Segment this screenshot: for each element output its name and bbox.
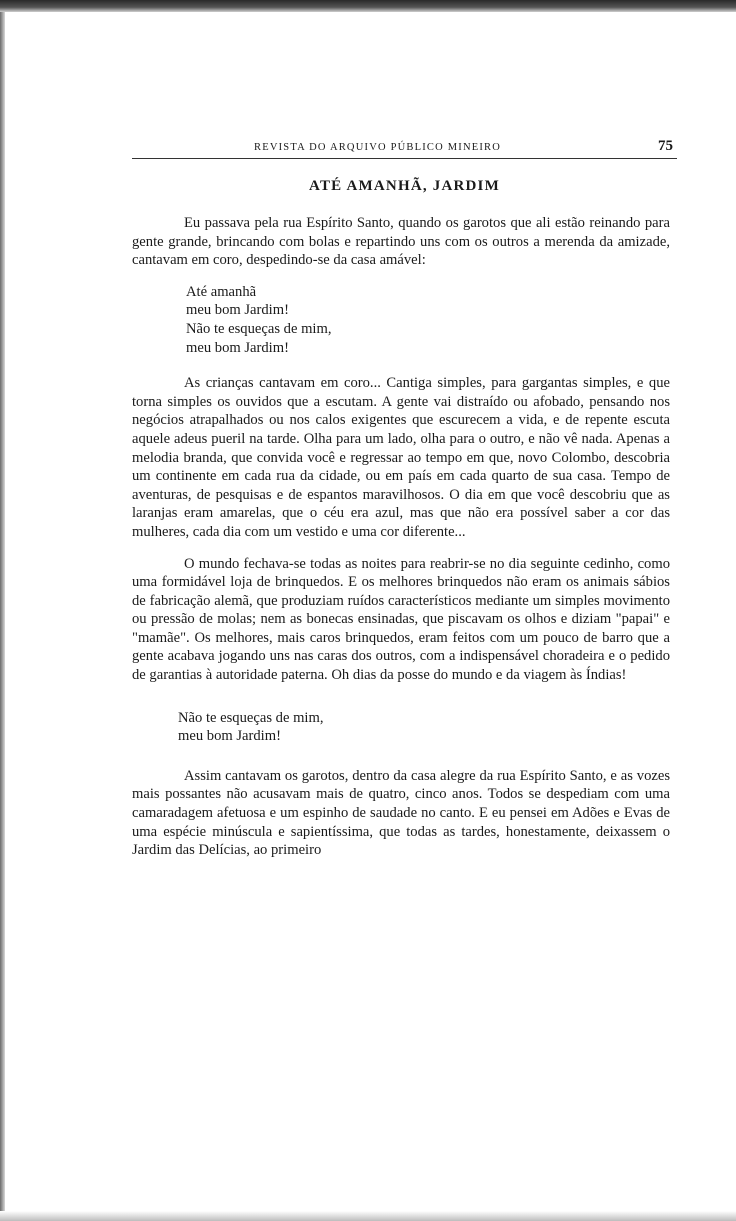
verse-line: Não te esqueças de mim, bbox=[178, 709, 324, 726]
paragraph: O mundo fechava-se todas as noites para reabrir-se no dia seguinte cedinho, como uma formidável loja de brinquedos. E os melhores brinquedos não eram os animais sábios de fabricação alemã, que produziam ruídos característicos mediante um simples movimento ou pressão de molas; nem as bonecas ensinadas, que piscavam os olhos e diziam "papai" e "mamãe". Os melhores, mais caros brinquedos, eram feitos com um pouco de barro que a gente acabava jogando uns nas caras dos outros, com a indispensável choradeira e o pedido de garantias à autoridade paterna. Oh dias da posse do mundo e da viagem às Índias! bbox=[132, 555, 670, 684]
verse-line: Até amanhã bbox=[186, 283, 257, 300]
scan-border-bottom bbox=[0, 1211, 736, 1221]
article-body bbox=[132, 214, 670, 873]
header-rule bbox=[132, 158, 677, 159]
page-number: 75 bbox=[658, 138, 673, 154]
verse-line: meu bom Jardim! bbox=[178, 728, 281, 745]
verse-line: meu bom Jardim! bbox=[186, 302, 289, 319]
verse-line: meu bom Jardim! bbox=[186, 339, 289, 356]
paragraph: Assim cantavam os garotos, dentro da casa alegre da rua Espírito Santo, e as vozes mais possantes não acusavam mais de quatro, cinco anos. Todos se despediam com uma camaradagem afetuosa e um espinho de saudade no canto. E eu pensei em Adões e Evas de uma espécie minúscula e sapientíssima, que todas as tardes, honestamente, deixassem o Jardim das Delícias, ao primeiro bbox=[132, 767, 670, 859]
verse-line: Não te esqueças de mim, bbox=[186, 320, 332, 337]
running-head: REVISTA DO ARQUIVO PÚBLICO MINEIRO bbox=[254, 142, 502, 153]
paragraph: As crianças cantavam em coro... Cantiga simples, para gargantas simples, e que torna simples os ouvidos que a escutam. A gente vai distraído ou afobado, pensando nos negócios atrapalhados ou nos calos exigentes que escurecem a vida, e de repente escuta aquele adeus pueril na tarde. Olha para um lado, olha para o outro, e não vê nada. Apenas a melodia branda, que convida você e regressar ao tempo em que, novo Colombo, descobria um continente em cada rua da cidade, ou em país em cada quarto de sua casa. Tempo de aventuras, de pesquisas e de espantos maravilhosos. O dia em que você descobriu que as laranjas eram amarelas, que o céu era azul, mas que não era possível saber a cor das mulheres, cada dia com um vestido e uma cor diferente... bbox=[132, 375, 670, 540]
page-header bbox=[132, 140, 677, 160]
scan-border-top bbox=[0, 0, 736, 12]
paragraph: Eu passava pela rua Espírito Santo, quando os garotos que ali estão reinando para gente grande, brincando com bolas e repartindo uns com os outros a merenda da amizade, cantavam em coro, despedindo-se da casa amável: bbox=[132, 215, 670, 269]
article-title: ATÉ AMANHÃ, JARDIM bbox=[309, 178, 500, 194]
verse-block bbox=[186, 283, 670, 357]
verse-block bbox=[178, 709, 670, 746]
scan-border-left bbox=[0, 12, 5, 1221]
